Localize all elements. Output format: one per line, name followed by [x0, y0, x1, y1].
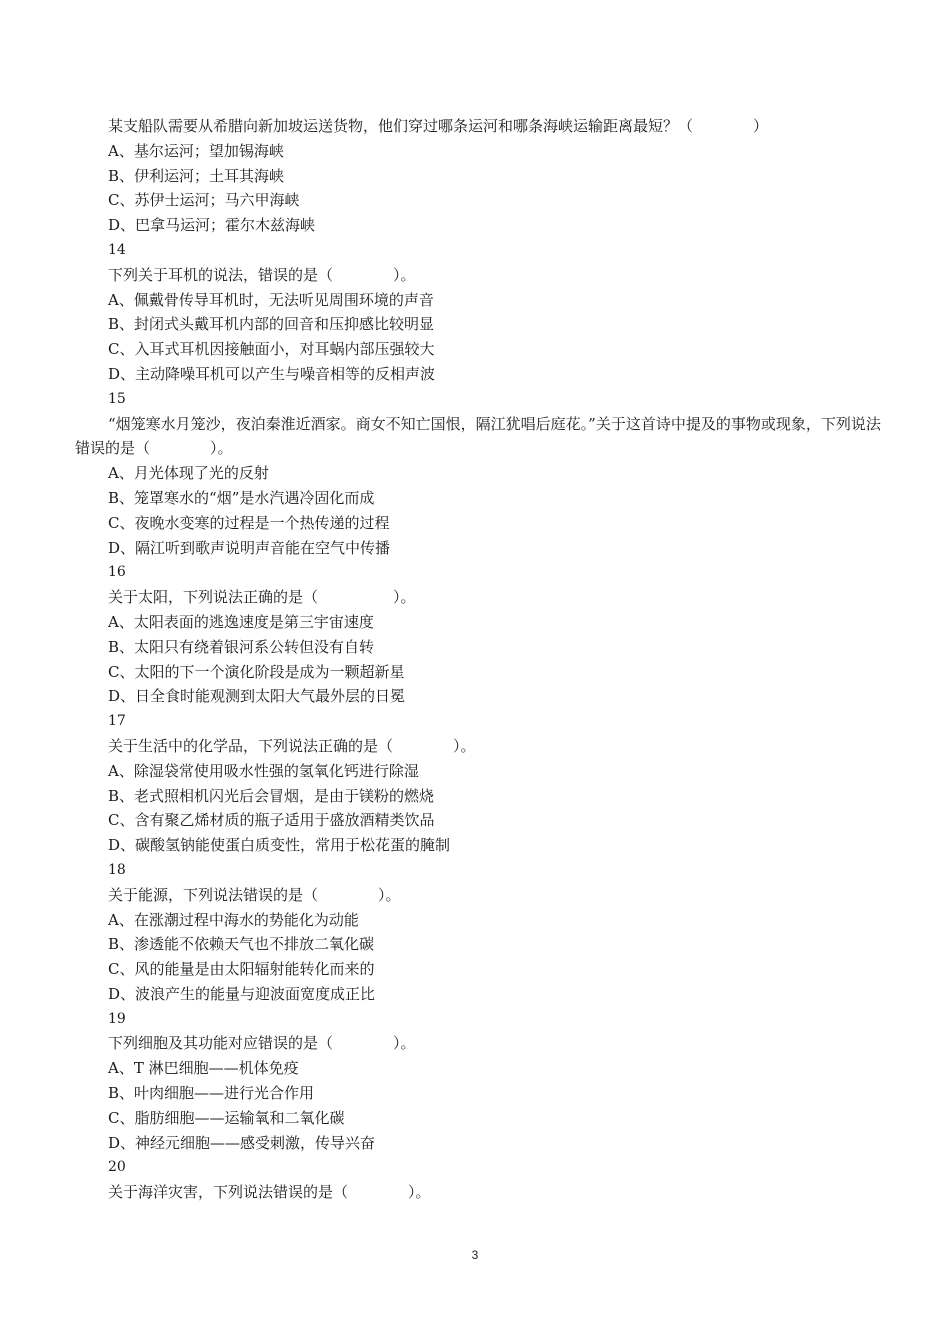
option-b: B、笼罩寒水的“烟”是水汽遇冷固化而成	[108, 488, 375, 507]
option-c: C、入耳式耳机因接触面小，对耳蜗内部压强较大	[108, 340, 435, 359]
question-stem: “烟笼寒水月笼沙，夜泊秦淮近酒家。商女不知亡国恨，隔江犹唱后庭花。”关于这首诗中提及的事物或现象，下列说法错误的是（ ）。	[75, 414, 881, 458]
option-d: D、碳酸氢钠能使蛋白质变性，常用于松花蛋的腌制	[108, 836, 451, 855]
option-d: D、波浪产生的能量与迎波面宽度成正比	[108, 984, 376, 1003]
question-stem: 关于生活中的化学品，下列说法正确的是（ ）。	[108, 736, 476, 755]
option-c: C、含有聚乙烯材质的瓶子适用于盛放酒精类饮品	[108, 811, 435, 830]
option-d: D、日全食时能观测到太阳大气最外层的日冕	[108, 687, 406, 706]
question-stem: 下列关于耳机的说法，错误的是（ ）。	[108, 265, 416, 284]
question-number: 15	[108, 390, 126, 407]
question-number: 17	[108, 713, 126, 730]
question-number: 19	[108, 1010, 126, 1027]
option-c: C、夜晚水变寒的过程是一个热传递的过程	[108, 513, 390, 532]
option-c: C、脂肪细胞——运输氧和二氧化碳	[108, 1108, 345, 1127]
question-number: 20	[108, 1159, 126, 1176]
option-c: C、风的能量是由太阳辐射能转化而来的	[108, 960, 375, 979]
question-number: 14	[108, 241, 126, 258]
question-stem: 某支船队需要从希腊向新加坡运送货物，他们穿过哪条运河和哪条海峡运输距离最短？（ ）	[108, 117, 769, 135]
option-a: A、佩戴骨传导耳机时，无法听见周围环境的声音	[108, 290, 434, 309]
question-stem: 关于太阳，下列说法正确的是（ ）。	[108, 588, 416, 607]
option-c: C、太阳的下一个演化阶段是成为一颗超新星	[108, 662, 405, 681]
option-b: B、封闭式头戴耳机内部的回音和压抑感比较明显	[108, 315, 435, 334]
option-d: D、主动降噪耳机可以产生与噪音相等的反相声波	[108, 364, 436, 383]
option-c: C、苏伊士运河；马六甲海峡	[108, 191, 300, 210]
question-stem: 下列细胞及其功能对应错误的是（ ）。	[108, 1034, 416, 1053]
option-a: A、在涨潮过程中海水的势能化为动能	[108, 910, 359, 929]
option-a: A、除湿袋常使用吸水性强的氢氧化钙进行除湿	[108, 761, 419, 780]
option-a: A、基尔运河；望加锡海峡	[108, 141, 284, 160]
option-b: B、叶肉细胞——进行光合作用	[108, 1084, 315, 1103]
option-b: B、老式照相机闪光后会冒烟，是由于镁粉的燃烧	[108, 786, 435, 805]
question-stem: 关于能源，下列说法错误的是（ ）。	[108, 885, 401, 904]
question-stem: 关于海洋灾害，下列说法错误的是（ ）。	[108, 1183, 431, 1202]
option-d: D、隔江听到歌声说明声音能在空气中传播	[108, 538, 391, 557]
option-a: A、T 淋巴细胞——机体免疫	[108, 1059, 299, 1078]
page-number: 3	[471, 1248, 479, 1262]
option-a: A、月光体现了光的反射	[108, 464, 269, 483]
question-number: 16	[108, 564, 126, 581]
option-b: B、伊利运河；土耳其海峡	[108, 166, 285, 185]
option-b: B、渗透能不依赖天气也不排放二氧化碳	[108, 935, 375, 954]
option-d: D、神经元细胞——感受刺激，传导兴奋	[108, 1133, 376, 1152]
option-a: A、太阳表面的逃逸速度是第三宇宙速度	[108, 612, 374, 631]
question-number: 18	[108, 861, 126, 878]
option-d: D、巴拿马运河；霍尔木兹海峡	[108, 216, 316, 235]
option-b: B、太阳只有绕着银河系公转但没有自转	[108, 637, 375, 656]
question-list	[75, 114, 885, 1205]
